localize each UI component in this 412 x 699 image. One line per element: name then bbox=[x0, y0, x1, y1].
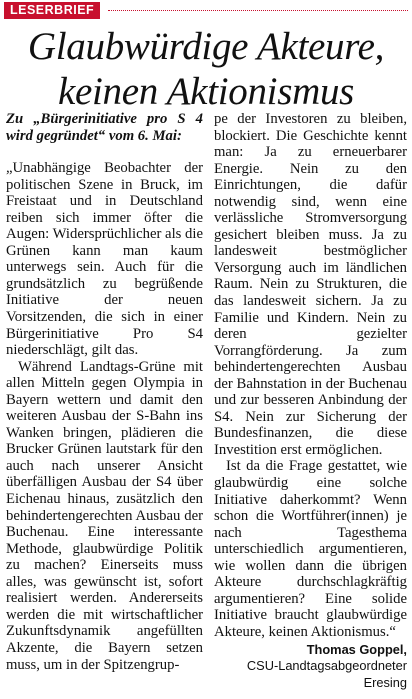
paragraph-1-part-a: „Unabhängige Beobachter der politischen Szene in Bruck, im Freistaat und in Deutschland reiben sich immer öfter die Augen: Widersprüchlicher als die Grünen kann man kaum unterwegs sein. Auch für die grundsätzlich zu begrüßende Initiative der neuen Vorsitzenden, die sich in einer Bürgerinitiative Pro S4 niederschlägt, gilt das. bbox=[6, 160, 203, 359]
paragraph-1 bbox=[6, 160, 203, 359]
author-name: Thomas Goppel, bbox=[306, 641, 407, 657]
author-place: Eresing bbox=[363, 674, 407, 690]
headline-line-2: keinen Aktionismus bbox=[57, 70, 355, 113]
paragraph-3: Ist da die Frage gestattet, wie glaubwürdig eine solche Initiative daherkommt? Wenn schon die Wortführer(innen) je nach Tagesthema unterschiedlich argumentieren, wie wollen dann die übrigen Akteure durchschlagkräftig argumentieren? Eine solide Initiative braucht glaubwürdige Akteure, keinen Aktionismus.“ bbox=[214, 458, 407, 640]
author-role: CSU-Landtagsabgeordneter bbox=[246, 658, 407, 674]
text-column-right bbox=[214, 111, 407, 691]
rubric-label: LESERBRIEF bbox=[4, 2, 100, 19]
headline-line-1: Glaubwürdige Akteure, bbox=[27, 25, 385, 68]
text-column-left bbox=[6, 111, 203, 673]
headline bbox=[0, 24, 412, 114]
paragraph-2-part-b: pe der Investoren zu bleiben, blockiert. Die Geschichte kennt man: Ja zu erneuerbarer Energie. Nein zu den Einrichtungen, die dafür notwendig sind, wenn eine verlässliche Stromversorgung gesichert bleiben muss. Ja zu landesweit bestmöglicher Versorgung auch im ländlichen Raum. Nein zu Strukturen, die das landesweit sichern. Ja zu Familie und Kindern. Nein zu deren gezielter Vorrangförderung. Ja zum behindertengerechten Ausbau der Bahnstation in der Buchenau und zur besseren Anbindung der S4. Nein zur Sicherung der Bundesfinanzen, die diese Investition erst ermöglichen. bbox=[214, 111, 407, 458]
signature bbox=[214, 642, 407, 692]
lead-reference: Zu „Bürgerinitiative pro S 4 wird gegründet“ vom 6. Mai: bbox=[6, 111, 203, 144]
rubric-rule bbox=[108, 10, 408, 11]
paragraph-2-part-a: Während Landtags-Grüne mit allen Mitteln gegen Olympia in Bayern wettern und damit den weiteren Ausbau der S-Bahn ins Wanken bringen, plädieren die Brucker Grünen lautstark für den auch nach unserer Ansicht überfälligen Ausbau der S4 über Eichenau hinaus, zusätzlich den behindertengerechten Ausbau der Buchenau. Eine interessante Methode, glaubwürdige Politik zu machen? Einerseits muss alles, was gewünscht ist, sofort realisiert werden. Andererseits werden die mit wirtschaftlicher Zukunftsdynamik angefüllten Akzente, die Bayern setzen muss, um in der Spitzengrup- bbox=[6, 358, 203, 673]
